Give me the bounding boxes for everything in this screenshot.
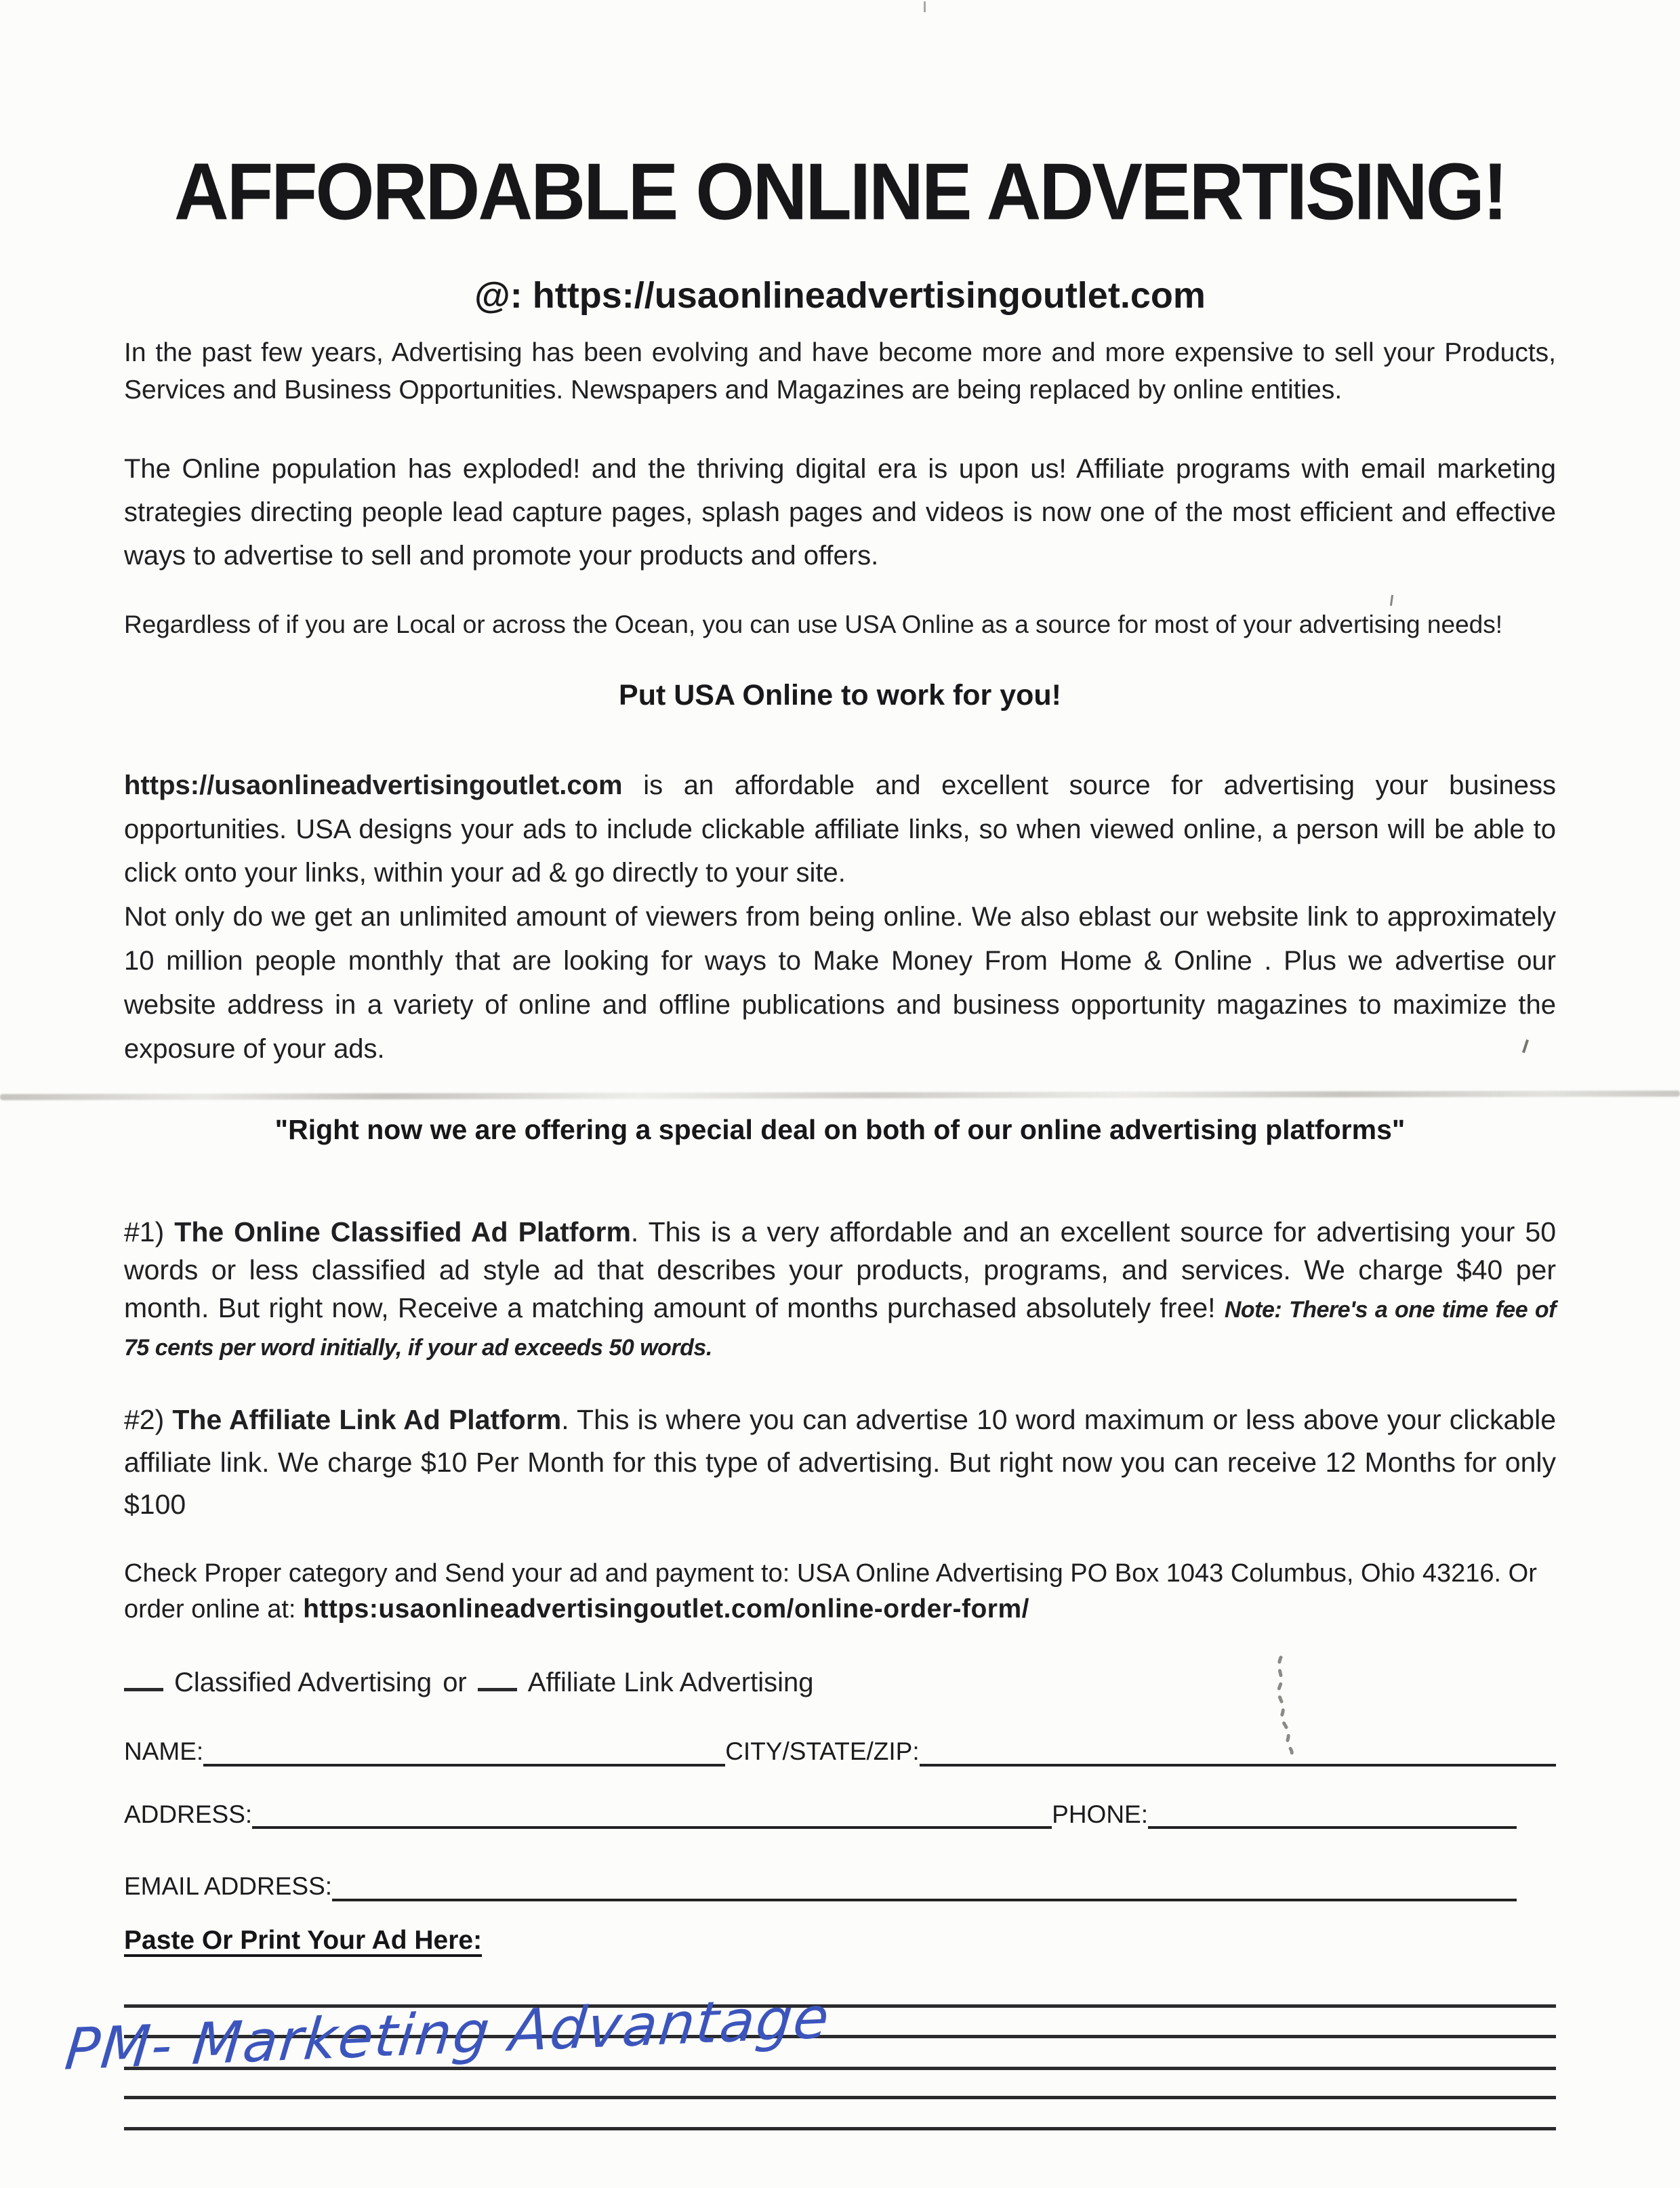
site-url-subtitle: @: https://usaonlineadvertisingoutlet.com	[474, 275, 1206, 316]
address-field[interactable]	[252, 1819, 1052, 1829]
email-field[interactable]	[332, 1892, 1517, 1901]
affiliate-link-advertising-label: Affiliate Link Advertising	[527, 1668, 814, 1698]
handwritten-note: PM- Marketing Advantage	[62, 1984, 834, 2083]
flyer-content	[0, 148, 1680, 2130]
site-url-bold: https://usaonlineadvertisingoutlet.com	[124, 770, 623, 800]
classified-advertising-label: Classified Advertising	[174, 1668, 432, 1698]
platform-2-paragraph	[124, 1399, 1556, 1525]
platform-1-name: The Online Classified Ad Platform	[174, 1216, 631, 1248]
classified-advertising-blank[interactable]	[124, 1668, 163, 1691]
choice-or-text: or	[443, 1668, 467, 1698]
address-phone-row	[124, 1800, 1556, 1830]
platform-1-body: . This is a very affordable and an excellent source for advertising your 50 words or less classified ad style ad that describes your products, programs, and services. We charge $40 per month. But right now, Receive a matching amount of months purchased absolutely free!	[124, 1216, 1556, 1323]
address-label: ADDRESS:	[124, 1800, 253, 1828]
email-row	[124, 1872, 1556, 1901]
about-paragraph-1-text: is an affordable and excellent source for advertising your business opportunities. USA designs your ads to include clickable affiliate links, so when viewed online, a person will be able to click onto your links, within your ad & go directly to your site.	[124, 770, 1556, 888]
scan-squiggle-artifact	[1262, 1655, 1316, 1756]
phone-label: PHONE:	[1052, 1800, 1149, 1828]
order-instructions	[124, 1556, 1556, 1627]
name-field[interactable]	[203, 1757, 725, 1767]
put-usa-to-work-heading: Put USA Online to work for you!	[619, 678, 1061, 711]
platform-1-paragraph	[124, 1214, 1556, 1365]
about-paragraph-1	[124, 764, 1556, 895]
affiliate-link-advertising-blank[interactable]	[478, 1668, 517, 1691]
intro-paragraph-1: In the past few years, Advertising has been evolving and have become more and more expensive to sell your Products, Services and Business Opportunities. Newspapers and Magazines are being replaced by online entities.	[124, 338, 1556, 405]
order-instructions-text: Check Proper category and Send your ad and payment to: USA Online Advertising PO Box 1043 Columbus, Ohio 43216. Or order online at:	[124, 1559, 1537, 1624]
intro-paragraph-3: Regardless of if you are Local or across the Ocean, you can use USA Online as a source for most of your advertising needs!	[124, 610, 1503, 638]
ad-write-line-4[interactable]	[124, 2096, 1556, 2099]
about-paragraph-2: Not only do we get an unlimited amount of viewers from being online. We also eblast our website link to approximately 10 million people monthly that are looking for ways to Make Money From Home & Online . Plus we advertise our website address in a variety of online and offline publications and business opportunity magazines to maximize the exposure of your ads.	[124, 902, 1556, 1064]
platform-1-number: #1)	[124, 1216, 175, 1248]
platform-2-name: The Affiliate Link Ad Platform	[172, 1404, 562, 1436]
ad-write-line-5[interactable]	[124, 2127, 1556, 2130]
one-time-fee-note: Note: There's a one time fee of 75 cents per word initially, if your ad exceeds 50 words.	[124, 1296, 1556, 1361]
page-title: AFFORDABLE ONLINE ADVERTISING!	[173, 146, 1507, 236]
ad-type-choice-row	[124, 1668, 1556, 1698]
email-label: EMAIL ADDRESS:	[124, 1872, 333, 1901]
citystatezip-field[interactable]	[920, 1757, 1556, 1767]
scan-speck-artifact	[924, 1, 926, 12]
name-city-row	[124, 1737, 1556, 1767]
special-deal-quote: "Right now we are offering a special deal on both of our online advertising platforms"	[274, 1114, 1406, 1146]
platform-2-number: #2)	[124, 1404, 173, 1436]
name-label: NAME:	[124, 1737, 204, 1766]
citystatezip-label: CITY/STATE/ZIP:	[725, 1737, 920, 1766]
paste-ad-heading: Paste Or Print Your Ad Here:	[124, 1925, 483, 1955]
order-form-url: https:usaonlineadvertisingoutlet.com/online-order-form/	[303, 1594, 1029, 1624]
platform-2-body: . This is where you can advertise 10 word maximum or less above your clickable affiliate link. We charge $10 Per Month for this type of advertising. But right now you can receive 12 Months for only $100	[124, 1404, 1556, 1521]
intro-paragraph-2: The Online population has exploded! and the thriving digital era is upon us! Affiliate programs with email marketing strategies directing people lead capture pages, splash pages and videos is now one of the most efficient and effective ways to advertise to sell and promote your products and offers.	[124, 453, 1556, 571]
phone-field[interactable]	[1148, 1819, 1517, 1829]
